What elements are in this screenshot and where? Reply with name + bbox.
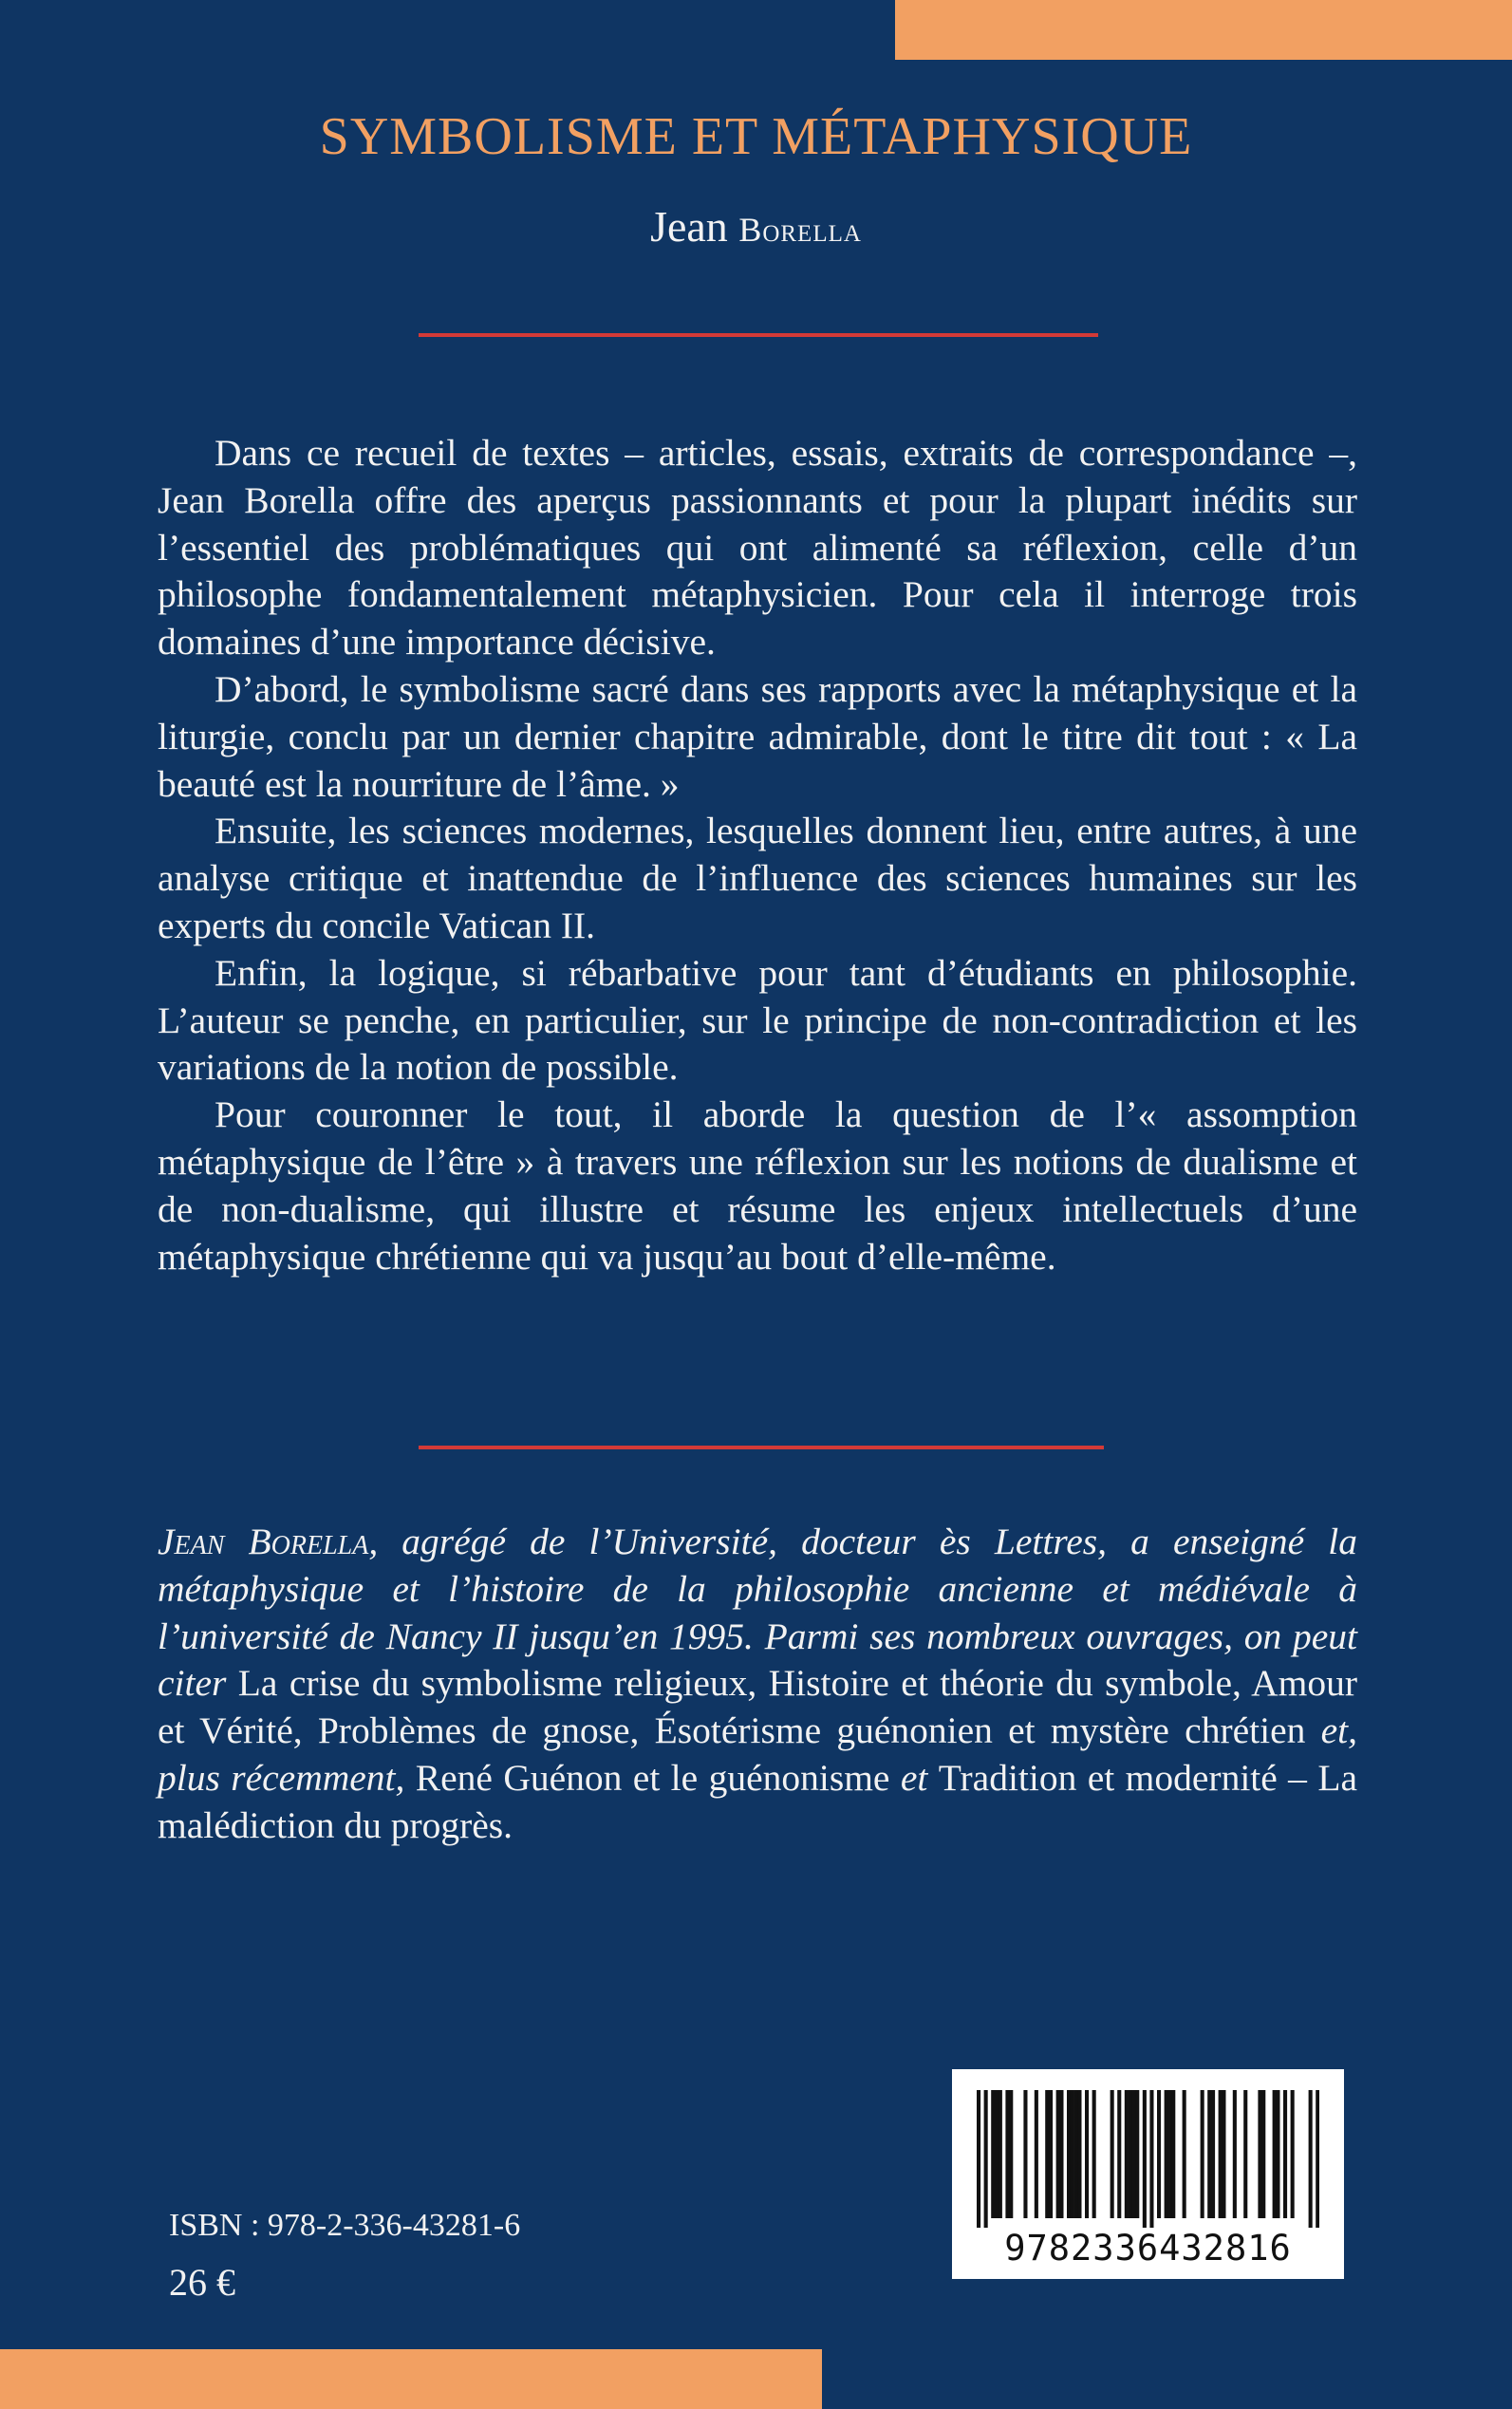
barcode-bar [1056, 2090, 1060, 2218]
barcode-bar [999, 2090, 1002, 2218]
barcode-bar [1207, 2090, 1211, 2218]
summary-paragraph: Pour couronner le tout, il aborde la question de l’« assomption métaphysique de l’être » à travers une réflexion sur les notions de dualisme et de non-dualisme, qui illustre et résume les enjeux intellectuels d’une métaphysique chrétienne qui va jusqu’au bout d’elle-même. [158, 1093, 1357, 1278]
bio-text: et [889, 1756, 939, 1799]
author-bio [158, 1519, 1357, 1850]
barcode-bar [1045, 2090, 1049, 2218]
barcode-bar [1059, 2090, 1063, 2218]
barcode-bar [991, 2090, 995, 2218]
barcode-bar [1035, 2090, 1038, 2218]
barcode-bar [1276, 2090, 1279, 2218]
barcode-bar [1085, 2090, 1089, 2218]
barcode-bar [1129, 2090, 1132, 2218]
bio-works: Tradition et modernité – La malédiction du progrès. [158, 1756, 1357, 1846]
barcode-bar [1261, 2090, 1265, 2218]
barcode-bar [1183, 2090, 1186, 2218]
barcode-bar [1049, 2090, 1053, 2218]
bio-text: et, plus récemment, [158, 1709, 1357, 1799]
barcode-bar [1005, 2090, 1009, 2218]
barcode-bar [1143, 2090, 1147, 2228]
summary-paragraph: D’abord, le symbolisme sacré dans ses rapports avec la métaphysique et la liturgie, conclu par un dernier chapitre admirable, dont le titre dit tout : « La beauté est la nourriture de l’âme. » [158, 667, 1357, 805]
barcode-bar [1023, 2090, 1027, 2218]
price: 26 € [169, 2261, 235, 2304]
bio-works: La crise du symbolisme religieux, Histoire et théorie du symbole, Amour et Vérité, Problèmes de gnose, Ésotérisme guénonien et mystère chrétien [158, 1662, 1357, 1752]
barcode-number: 9782336432816 [1004, 2228, 1292, 2269]
top-accent-band [895, 0, 1512, 60]
bio-text: , agrégé de l’Université, docteur ès Lettres, a enseigné la métaphysique et l’histoire de la philosophie ancienne et médiévale à l’université de Nancy II jusqu’en 1995. Parmi ses nombreux ouvrages, on peut citer [158, 1521, 1358, 1705]
barcode-bar [1309, 2090, 1313, 2228]
barcode-bar [1258, 2090, 1261, 2218]
barcode-bar [1071, 2090, 1074, 2218]
barcode-bar [1149, 2090, 1153, 2228]
barcode-bar [984, 2090, 988, 2228]
barcode [952, 2069, 1344, 2279]
barcode-bar [1117, 2090, 1121, 2218]
barcode-bar [1131, 2090, 1135, 2218]
barcode-bar [1316, 2090, 1319, 2228]
bottom-divider [419, 1446, 1104, 1449]
bottom-accent-band [0, 2349, 822, 2409]
summary-paragraph: Ensuite, les sciences modernes, lesquelles donnent lieu, entre autres, à une analyse critique et inattendue de l’influence des sciences humaines sur les experts du concile Vatican II. [158, 810, 1357, 946]
barcode-bar [1219, 2090, 1223, 2218]
author-first-name: Jean [650, 202, 728, 251]
summary-paragraph: Dans ce recueil de textes – articles, essais, extraits de correspondance –, Jean Borella offre des aperçus passionnants et pour la plupart inédits sur l’essentiel des problématiques qui ont alimenté sa réflexion, celle d’un philosophe fondamentalement métaphysicien. Pour cela il interroge trois domaines d’une importance décisive. [158, 432, 1357, 663]
barcode-bar [1074, 2090, 1078, 2218]
barcode-bar [977, 2090, 980, 2228]
barcode-bar [1211, 2090, 1215, 2218]
barcode-bar [1077, 2090, 1081, 2218]
barcode-bar [1171, 2090, 1175, 2218]
summary-paragraph: Enfin, la logique, si rébarbative pour tant d’étudiants en philosophie. L’auteur se penche, en particulier, sur le principe de non-contradiction et les variations de la notion de possible. [158, 951, 1357, 1089]
barcode-bar [1201, 2090, 1204, 2218]
barcode-bar [1067, 2090, 1071, 2218]
barcode-bar [1273, 2090, 1277, 2218]
isbn: ISBN : 978-2-336-43281-6 [169, 2208, 521, 2243]
barcode-bar [995, 2090, 999, 2218]
barcode-bar [1233, 2090, 1237, 2218]
top-divider [419, 333, 1098, 337]
barcode-bar [1092, 2090, 1096, 2218]
bio-works: René Guénon et le guénonisme [415, 1756, 890, 1799]
summary-text [158, 430, 1357, 1280]
barcode-bars [977, 2090, 1319, 2228]
author-last-name: Borella [738, 211, 862, 249]
book-title: SYMBOLISME ET MÉTAPHYSIQUE [319, 107, 1193, 166]
barcode-bar [1009, 2090, 1013, 2218]
author-name [0, 201, 1512, 252]
barcode-bar [1283, 2090, 1287, 2218]
barcode-bar [1222, 2090, 1225, 2218]
barcode-bar [1111, 2090, 1114, 2218]
barcode-bar [1165, 2090, 1168, 2218]
bio-author-name: Jean Borella [158, 1521, 369, 1562]
barcode-bar [1243, 2090, 1247, 2218]
barcode-bar [1135, 2090, 1139, 2218]
barcode-bar [1125, 2090, 1129, 2218]
barcode-bar [1167, 2090, 1171, 2218]
barcode-bar [1291, 2090, 1295, 2218]
barcode-bar [1157, 2090, 1161, 2218]
